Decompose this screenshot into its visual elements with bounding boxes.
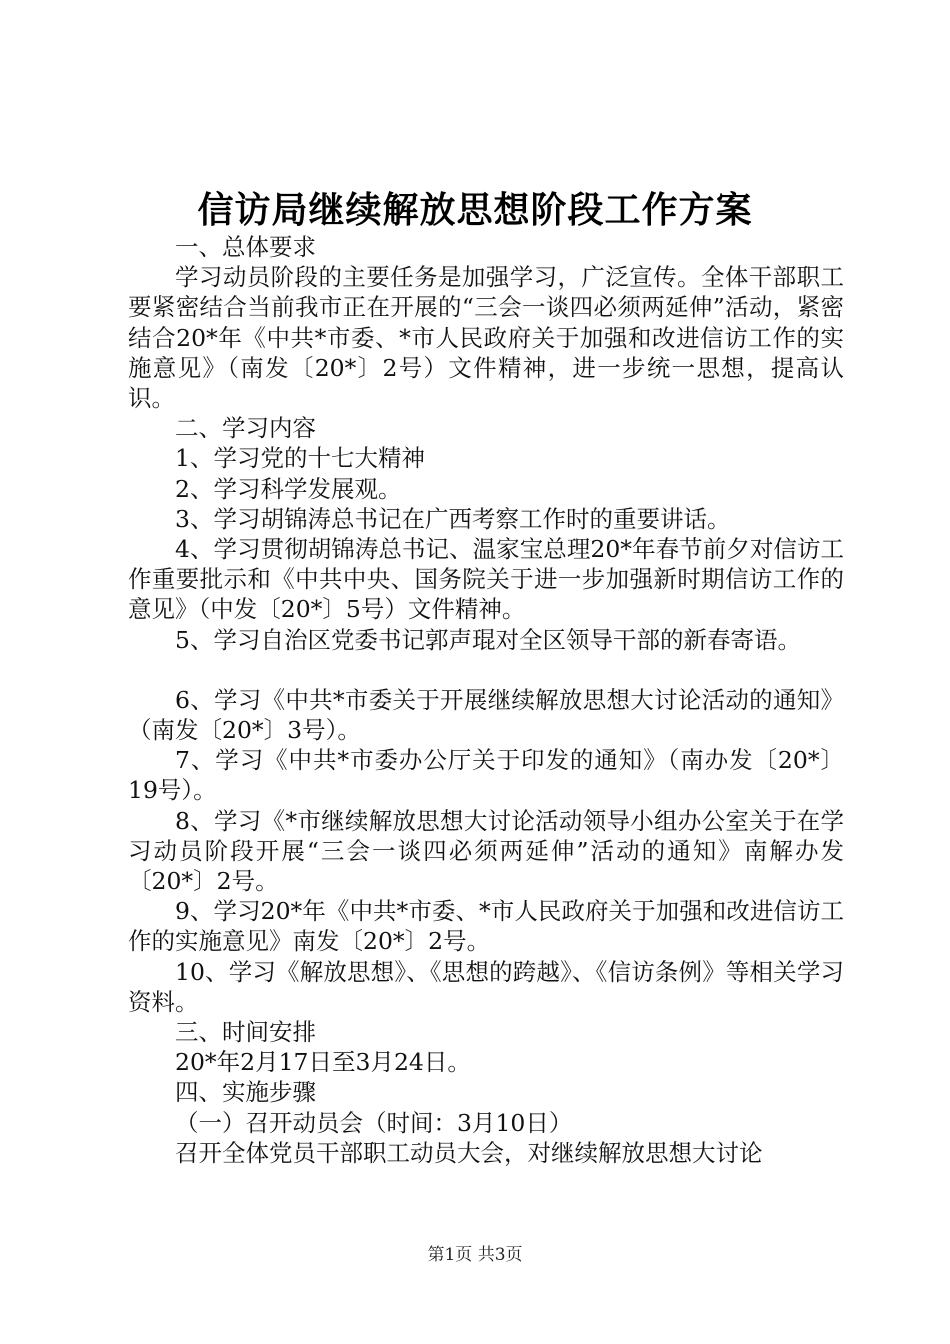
subsection-heading-1: （一）召开动员会（时间：3月10日）: [175, 1108, 573, 1137]
list-item-7: 7、学习《中共*市委办公厅关于印发的通知》（南办发〔20*〕19号）。: [128, 746, 844, 805]
section-heading-2: 二、学习内容: [175, 414, 316, 443]
page-footer: 第1页 共3页: [427, 1245, 523, 1265]
list-item-1: 1、学习党的十七大精神: [175, 444, 425, 473]
paragraph-mobilization: 召开全体党员干部职工动员大会，对继续解放思想大讨论: [175, 1138, 763, 1167]
document-body: [128, 232, 844, 1168]
list-item-6: 6、学习《中共*市委关于开展继续解放思想大讨论活动的通知》（南发〔20*〕3号）。: [128, 685, 844, 745]
list-item-4: 4、学习贯彻胡锦涛总书记、温家宝总理20*年春节前夕对信访工作重要批示和《中共中央、国务院关于进一步加强新时期信访工作的意见》（中发〔20*〕5号）文件精神。: [128, 535, 844, 624]
section-heading-3: 三、时间安排: [175, 1018, 316, 1047]
paragraph-overview: 学习动员阶段的主要任务是加强学习，广泛宣传。全体干部职工要紧密结合当前我市正在开展的“三会一谈四必须两延伸”活动，紧密结合20*年《中共*市委、*市人民政府关于加强和改进信访工作的实施意见》（南发〔20*〕2号）文件精神，进一步统一思想，提高认识。: [128, 263, 844, 413]
list-item-5: 5、学习自治区党委书记郭声琨对全区领导干部的新春寄语。: [175, 625, 801, 654]
blank-line: [128, 655, 844, 685]
section-heading-1: 一、总体要求: [175, 233, 316, 261]
section-heading-4: 四、实施步骤: [175, 1078, 316, 1107]
list-item-2: 2、学习科学发展观。: [175, 474, 402, 503]
list-item-8: 8、学习《*市继续解放思想大讨论活动领导小组办公室关于在学习动员阶段开展“三会一谈四必须两延伸”活动的通知》南解办发〔20*〕2号。: [128, 806, 844, 896]
list-item-9: 9、学习20*年《中共*市委、*市人民政府关于加强和改进信访工作的实施意见》南发〔20*〕2号。: [128, 897, 844, 956]
list-item-10: 10、学习《解放思想》、《思想的跨越》、《信访条例》等相关学习资料。: [128, 957, 844, 1016]
list-item-3: 3、学习胡锦涛总书记在广西考察工作时的重要讲话。: [175, 504, 731, 533]
document-title: 信访局继续解放思想阶段工作方案: [197, 189, 753, 231]
schedule-dates: 20*年2月17日至3月24日。: [175, 1048, 471, 1077]
